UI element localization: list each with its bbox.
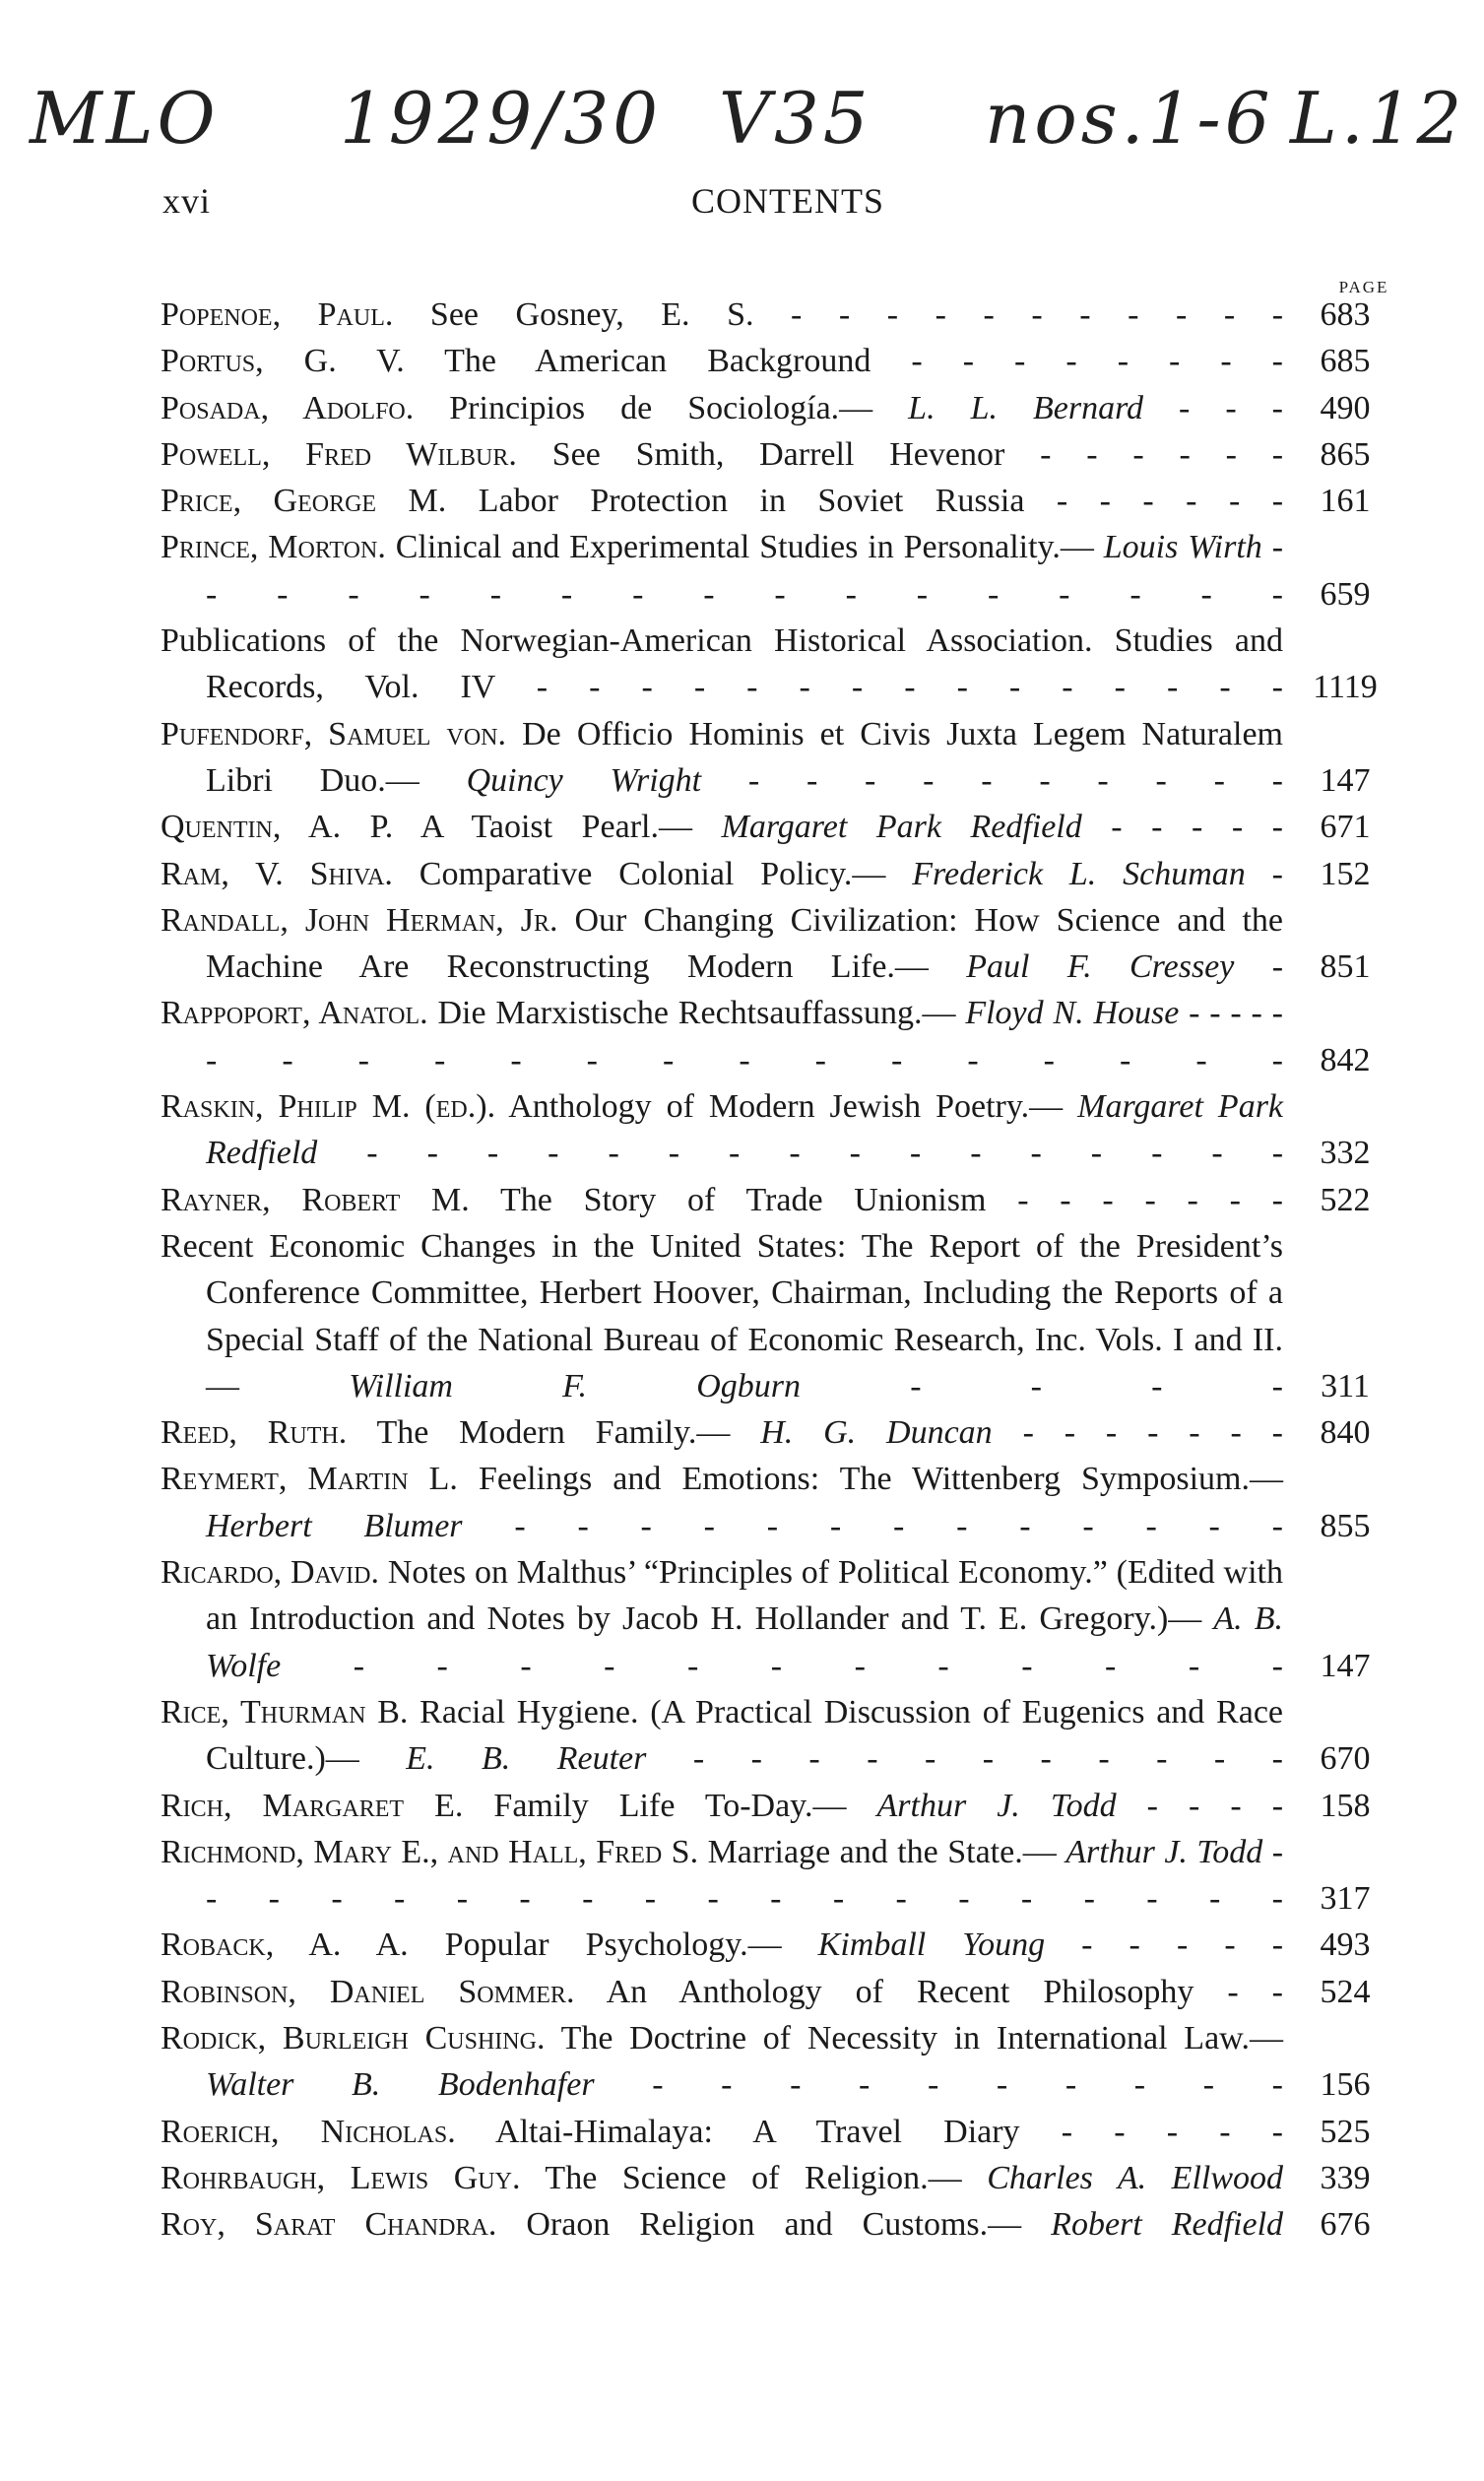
entry-page-number: 671 [1320, 809, 1371, 846]
entry-text [161, 897, 1283, 991]
entry-text [161, 618, 1283, 711]
entry-text [161, 1549, 1283, 1689]
entry-author: Rohrbaugh, Lewis Guy. [161, 2159, 521, 2196]
entry-leader: - - - - [1146, 1787, 1284, 1824]
entry-title: Our Changing Civilization: How Science and the Machine Are Reconstructing Modern Life.— [206, 901, 1283, 986]
entry-reviewer: Walter B. Bodenhafer [206, 2066, 595, 2104]
entry-leader: - - - - - - - - - - - - - - - - - - - - [206, 995, 1283, 1078]
entry-title: The American Background [444, 343, 871, 380]
entry-text [161, 1783, 1283, 1829]
entry-text [161, 1689, 1283, 1783]
entry-text [161, 711, 1283, 805]
entry-leader: - - - - - - - [1017, 1181, 1284, 1218]
entry-title: De Officio Hominis et Civis Juxta Legem Naturalem Libri Duo.— [206, 715, 1284, 799]
entry-author: Powell, Fred Wilbur. [161, 435, 517, 473]
running-head [162, 180, 1384, 239]
entry-page-number: 525 [1320, 2113, 1371, 2150]
contents-entry [161, 1922, 1401, 1968]
entry-author: Robinson, Daniel Sommer. [161, 1973, 575, 2010]
entry-page-number: 840 [1320, 1414, 1371, 1452]
entry-page-number: 161 [1320, 483, 1371, 520]
handwritten-mark: nos.1-6 [985, 77, 1274, 160]
entry-author: Portus, G. V. [161, 343, 405, 380]
entry-text [161, 804, 1283, 850]
entry-page-number: 332 [1320, 1135, 1371, 1172]
entry-page-number: 147 [1320, 761, 1371, 799]
entry-title: Recent Economic Changes in the United States: The Report of the President’s Conference Committee, Herbert Hoover, Chairman, Including the Reports of a Special Staff of the National Bureau of Economic Research, Inc. Vols. I and II.— [161, 1227, 1283, 1404]
entry-page-number: 855 [1320, 1507, 1371, 1544]
entry-title: Comparative Colonial Policy.— [419, 855, 886, 892]
entry-page-number: 685 [1320, 343, 1371, 380]
entry-page-number: 317 [1320, 1880, 1371, 1918]
entry-text [161, 478, 1283, 524]
entry-title: Clinical and Experimental Studies in Personality.— [395, 529, 1094, 566]
contents-entry [161, 1456, 1401, 1549]
entry-author: Rich, Margaret E. [161, 1787, 464, 1824]
contents-entry [161, 1223, 1401, 1409]
contents-entry [161, 804, 1401, 850]
entry-page-number: 490 [1320, 389, 1371, 426]
entry-reviewer: H. G. Duncan [760, 1414, 993, 1452]
entry-text [161, 292, 1283, 338]
entry-author: Rice, Thurman B. [161, 1693, 409, 1730]
contents-entry [161, 1783, 1401, 1829]
entry-title: A Taoist Pearl.— [419, 809, 692, 846]
entry-leader: - - - - - - - - [911, 343, 1283, 380]
contents-entry [161, 292, 1401, 338]
entry-title: Anthology of Modern Jewish Poetry.— [508, 1088, 1064, 1126]
entry-author: Roy, Sarat Chandra. [161, 2206, 497, 2244]
entry-text [161, 1922, 1283, 1968]
entry-leader: - [1271, 855, 1283, 892]
entry-author: Randall, John Herman, Jr. [161, 901, 558, 939]
entry-title: Publications of the Norwegian-American Historical Association. Studies and Records, Vol. IV [161, 622, 1283, 706]
page-column-label: PAGE [1338, 278, 1389, 296]
entry-page-number: 311 [1321, 1367, 1370, 1404]
entry-author: Roerich, Nicholas. [161, 2113, 456, 2150]
entry-page-number: 683 [1320, 296, 1371, 333]
entry-page-number: 158 [1320, 1787, 1371, 1824]
entry-leader: - - - - - - - - - - [747, 761, 1283, 799]
contents-list [161, 292, 1401, 2248]
section-title: CONTENTS [691, 181, 884, 221]
entry-author: Rayner, Robert M. [161, 1181, 470, 1218]
entry-title: See Gosney, E. S. [429, 296, 754, 333]
entry-reviewer: Frederick L. Schuman [912, 855, 1246, 892]
contents-entry [161, 1409, 1401, 1456]
entry-title: Labor Protection in Soviet Russia [478, 483, 1025, 520]
entry-title: Notes on Malthus’ “Principles of Political Economy.” (Edited with an Introduction and Notes by Jacob H. Hollander and T. E. Gregory.)— [206, 1554, 1283, 1638]
entry-reviewer: Charles A. Ellwood [987, 2159, 1284, 2196]
entry-author: Reymert, Martin L. [161, 1461, 458, 1498]
entry-title: Marriage and the State.— [707, 1833, 1057, 1870]
contents-entry [161, 851, 1401, 897]
entry-title: Principios de Sociología.— [449, 389, 873, 426]
contents-entry [161, 2015, 1401, 2109]
entry-author: Popenoe, Paul. [161, 296, 394, 333]
entry-page-number: 493 [1320, 1926, 1371, 1964]
entry-page-number: 156 [1320, 2066, 1371, 2104]
entry-text [161, 524, 1283, 618]
entry-author: Rodick, Burleigh Cushing. [161, 2019, 546, 2057]
entry-author: Richmond, Mary E., and Hall, Fred S. [161, 1833, 699, 1870]
entry-author: Raskin, Philip M. (ed.). [161, 1088, 496, 1126]
entry-title: Feelings and Emotions: The Wittenberg Symposium.— [479, 1461, 1284, 1498]
entry-leader: - - - - - [1111, 809, 1283, 846]
entry-title: The Science of Religion.— [545, 2159, 962, 2196]
entry-leader: - - - - - - - - - - - [791, 296, 1284, 333]
contents-entry [161, 1083, 1401, 1177]
entry-author: Ram, V. Shiva. [161, 855, 393, 892]
entry-reviewer: William F. Ogburn [349, 1367, 801, 1404]
entry-author: Roback, A. A. [161, 1926, 409, 1964]
contents-entry [161, 1549, 1401, 1689]
entry-page-number: 339 [1320, 2159, 1371, 2196]
entry-title: The Modern Family.— [376, 1414, 731, 1452]
contents-entry [161, 431, 1401, 478]
entry-leader: - - - - - - - - - - - - - - - [536, 669, 1283, 706]
entry-leader: - - - - - - [1056, 483, 1284, 520]
contents-entry [161, 2109, 1401, 2155]
entry-text [161, 1223, 1283, 1409]
entry-leader: - - - - - - - - - - - - - - - - - [206, 529, 1284, 613]
contents-entry [161, 478, 1401, 524]
entry-author: Ricardo, David. [161, 1554, 379, 1592]
entry-title: Oraon Religion and Customs.— [526, 2206, 1022, 2244]
entry-text [161, 990, 1283, 1083]
entry-leader: - - - - - - - - - - - - [353, 1647, 1283, 1684]
entry-title: Altai-Himalaya: A Travel Diary [495, 2113, 1020, 2150]
entry-leader: - - [1227, 1973, 1283, 2010]
entry-text [161, 851, 1283, 897]
entry-author: Pufendorf, Samuel von. [161, 715, 506, 752]
contents-entry [161, 385, 1401, 431]
entry-text [161, 2155, 1283, 2201]
page-folio: xvi [162, 181, 212, 221]
entry-page-number: 524 [1320, 1973, 1371, 2010]
handwritten-mark: 1929/30 [340, 77, 663, 160]
entry-title: See Smith, Darrell Hevenor [551, 435, 1005, 473]
entry-reviewer: Quincy Wright [466, 761, 702, 799]
entry-page-number: 1119 [1313, 669, 1378, 706]
entry-author: Price, George M. [161, 483, 447, 520]
entry-text [161, 431, 1283, 478]
contents-entry [161, 618, 1401, 711]
entry-author: Quentin, A. P. [161, 809, 394, 846]
entry-page-number: 522 [1320, 1181, 1371, 1218]
contents-entry [161, 1829, 1401, 1923]
handwritten-mark: L.12 [1290, 77, 1466, 160]
entry-reviewer: Margaret Park Redfield [721, 809, 1082, 846]
entry-text [161, 1969, 1283, 2015]
entry-title: Family Life To-Day.— [493, 1787, 847, 1824]
entry-text [161, 2109, 1283, 2155]
entry-reviewer: Arthur J. Todd [876, 1787, 1117, 1824]
entry-page-number: 670 [1320, 1740, 1371, 1778]
entry-reviewer: L. L. Bernard [908, 389, 1144, 426]
entry-leader: - [1271, 948, 1284, 986]
entry-leader: - - - - - - - - - - - - - - - - - - - [206, 1833, 1284, 1918]
entry-leader: - - - - - - - - - - - - - - - - [366, 1135, 1284, 1172]
entry-reviewer: Paul F. Cressey [966, 948, 1235, 986]
handwritten-mark: V35 [719, 77, 872, 160]
contents-entry [161, 1177, 1401, 1223]
entry-reviewer: Kimball Young [817, 1926, 1046, 1964]
entry-text [161, 385, 1283, 431]
entry-leader: - - - - - - - - - - [652, 2066, 1283, 2104]
entry-title: An Anthology of Recent Philosophy [606, 1973, 1194, 2010]
entry-text [161, 2201, 1283, 2248]
entry-page-number: 152 [1320, 855, 1371, 892]
contents-entry [161, 524, 1401, 618]
entry-reviewer: Margaret Park Redfield [206, 1088, 1284, 1172]
entry-text [161, 1456, 1283, 1549]
entry-title: The Story of Trade Unionism [499, 1181, 987, 1218]
entry-page-number: 842 [1320, 1041, 1371, 1078]
entry-reviewer: Floyd N. House [965, 995, 1180, 1032]
contents-entry [161, 711, 1401, 805]
entry-author: Posada, Adolfo. [161, 389, 415, 426]
entry-page-number: 865 [1320, 435, 1371, 473]
entry-reviewer: Robert Redfield [1051, 2206, 1284, 2244]
handwritten-mark: MLO [30, 77, 220, 160]
entry-leader: - - - - - - [1040, 435, 1284, 473]
entry-author: Reed, Ruth. [161, 1414, 348, 1452]
entry-leader: - - - [1179, 389, 1284, 426]
contents-entry [161, 990, 1401, 1083]
entry-reviewer: Herbert Blumer [206, 1507, 463, 1544]
entry-reviewer: Arthur J. Todd [1065, 1833, 1263, 1870]
entry-leader: - - - - - [1061, 2113, 1283, 2150]
entry-page-number: 659 [1320, 575, 1371, 613]
entry-text [161, 1177, 1283, 1223]
entry-text [161, 2015, 1283, 2109]
entry-text [161, 1083, 1283, 1177]
entry-reviewer: A. B. Wolfe [206, 1600, 1284, 1684]
entry-leader: - - - - [910, 1367, 1284, 1404]
handwritten-annotation [0, 77, 1484, 185]
entry-text [161, 338, 1283, 384]
entry-title: Popular Psychology.— [444, 1926, 782, 1964]
entry-leader: - - - - - [1081, 1926, 1284, 1964]
contents-entry [161, 897, 1401, 991]
contents-entry [161, 2155, 1401, 2201]
contents-entry [161, 1969, 1401, 2015]
entry-text [161, 1409, 1283, 1456]
entry-author: Prince, Morton. [161, 529, 386, 566]
entry-author: Rappoport, Anatol. [161, 995, 428, 1032]
contents-entry [161, 1689, 1401, 1783]
contents-entry [161, 2201, 1401, 2248]
entry-page-number: 851 [1320, 948, 1371, 986]
contents-entry [161, 338, 1401, 384]
entry-reviewer: E. B. Reuter [406, 1740, 647, 1778]
entry-title: The Doctrine of Necessity in International Law.— [560, 2019, 1284, 2057]
entry-leader: - - - - - - - [1022, 1414, 1284, 1452]
entry-page-number: 676 [1320, 2206, 1371, 2244]
entry-text [161, 1829, 1283, 1923]
entry-reviewer: Louis Wirth [1103, 529, 1262, 566]
entry-title: Racial Hygiene. (A Practical Discussion of Eugenics and Race Culture.)— [206, 1693, 1284, 1778]
entry-page-number: 147 [1320, 1647, 1371, 1684]
entry-title: Die Marxistische Rechtsauffassung.— [437, 995, 956, 1032]
entry-leader: - - - - - - - - - - - [692, 1740, 1284, 1778]
entry-leader: - - - - - - - - - - - - - [514, 1507, 1283, 1544]
